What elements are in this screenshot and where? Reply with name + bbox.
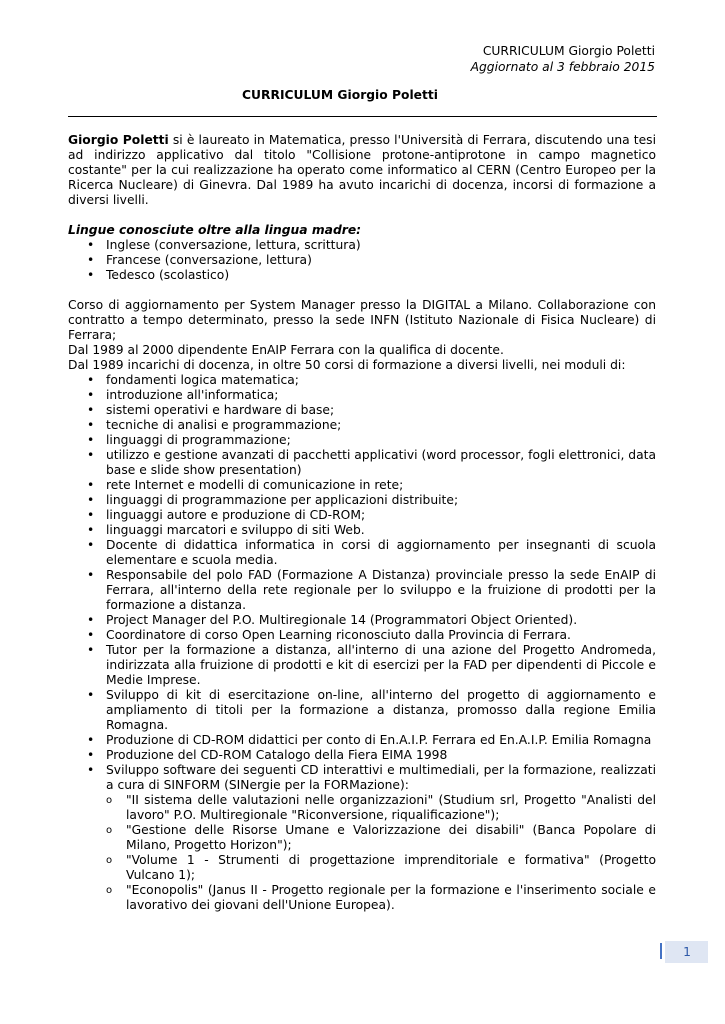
list-item: • Coordinatore di corso Open Learning riconosciuto dalla Provincia di Ferrara. <box>68 628 656 643</box>
title-divider <box>68 116 657 117</box>
list-item: • sistemi operativi e hardware di base; <box>68 403 656 418</box>
document-body <box>68 133 656 913</box>
list-item: • Tutor per la formazione a distanza, all'interno di una azione del Progetto Andromeda, indirizzata alla fruizione di prodotti e kit di esercizi per la FAD per dipendenti di Piccole e Medie Imprese. <box>68 643 656 688</box>
modules-list <box>68 373 656 913</box>
list-item: • linguaggi marcatori e sviluppo di siti Web. <box>68 523 656 538</box>
sub-list-item: o "Econopolis" (Janus II - Progetto regionale per la formazione e l'inserimento sociale e lavorativo dei giovani dell'Unione Europea). <box>106 883 656 913</box>
list-item: • Tedesco (scolastico) <box>68 268 656 283</box>
list-item: • introduzione all'informatica; <box>68 388 656 403</box>
list-item: • Produzione di CD-ROM didattici per conto di En.A.I.P. Ferrara ed En.A.I.P. Emilia Romagna <box>68 733 656 748</box>
list-item: • Produzione del CD-ROM Catalogo della Fiera EIMA 1998 <box>68 748 656 763</box>
list-item: • Inglese (conversazione, lettura, scrittura) <box>68 238 656 253</box>
list-item: • Docente di didattica informatica in corsi di aggiornamento per insegnanti di scuola elementare e scuola media. <box>68 538 656 568</box>
list-item: • Project Manager del P.O. Multiregionale 14 (Programmatori Object Oriented). <box>68 613 656 628</box>
page-number-box <box>660 941 708 963</box>
list-item: • linguaggi autore e produzione di CD-ROM; <box>68 508 656 523</box>
list-item-cd-projects <box>68 763 656 913</box>
list-item: • utilizzo e gestione avanzati di pacchetti applicativi (word processor, fogli elettronici, data base e slide show presentation) <box>68 448 656 478</box>
list-item: • Sviluppo di kit di esercitazione on-line, all'interno del progetto di aggiornamento e ampliamento di titoli per la formazione a distanza, promosso dalla regione Emilia Romagna. <box>68 688 656 733</box>
intro-paragraph <box>68 133 656 208</box>
page-number-accent <box>660 943 662 959</box>
languages-list <box>68 238 656 283</box>
header-date: Aggiornato al 3 febbraio 2015 <box>470 60 655 74</box>
page-title: CURRICULUM Giorgio Poletti <box>242 88 438 102</box>
cd-projects-list <box>106 793 656 913</box>
page-number: 1 <box>683 945 691 959</box>
intro-text: si è laureato in Matematica, presso l'Università di Ferrara, discutendo una tesi ad indirizzo applicativo dal titolo "Collisione protone-antiprotone in campo magnetico costante" per la cui realizzazione ha operato come informatico al CERN (Centro Europeo per la Ricerca Nucleare) di Ginevra. Dal 1989 ha avuto incarichi di docenza, incorsi di formazione a diversi livelli. <box>68 133 656 207</box>
sub-list-item: o "Gestione delle Risorse Umane e Valorizzazione dei disabili" (Banca Popolare di Milano, Progetto Horizon"); <box>106 823 656 853</box>
list-item: • linguaggi di programmazione per applicazioni distribuite; <box>68 493 656 508</box>
list-item: • linguaggi di programmazione; <box>68 433 656 448</box>
career-paragraph-1: Corso di aggiornamento per System Manager presso la DIGITAL a Milano. Collaborazione con contratto a tempo determinato, presso la sede INFN (Istituto Nazionale di Fisica Nucleare) di Ferrara; <box>68 298 656 342</box>
intro-name: Giorgio Poletti <box>68 133 169 147</box>
list-item: • fondamenti logica matematica; <box>68 373 656 388</box>
sub-list-item: o "Volume 1 - Strumenti di progettazione imprenditoriale e formativa" (Progetto Vulcano 1); <box>106 853 656 883</box>
list-item: • Responsabile del polo FAD (Formazione A Distanza) provinciale presso la sede EnAIP di Ferrara, all'interno della rete regionale per lo sviluppo e la fruizione di prodotti per la formazione a distanza. <box>68 568 656 613</box>
languages-heading: Lingue conosciute oltre alla lingua madre: <box>68 223 362 237</box>
career-paragraph-3: Dal 1989 incarichi di docenza, in oltre 50 corsi di formazione a diversi livelli, nei moduli di: <box>68 358 626 372</box>
page-number-background <box>665 941 708 963</box>
header-title: CURRICULUM Giorgio Poletti <box>482 44 655 58</box>
list-item: • rete Internet e modelli di comunicazione in rete; <box>68 478 656 493</box>
list-item: • Francese (conversazione, lettura) <box>68 253 656 268</box>
list-item: • tecniche di analisi e programmazione; <box>68 418 656 433</box>
sub-list-item: o "II sistema delle valutazioni nelle organizzazioni" (Studium srl, Progetto "Analisti del lavoro" P.O. Multiregionale "Riconversione, riqualificazione"); <box>106 793 656 823</box>
career-paragraph-2: Dal 1989 al 2000 dipendente EnAIP Ferrara con la qualifica di docente. <box>68 343 504 357</box>
cd-projects-intro: Sviluppo software dei seguenti CD interattivi e multimediali, per la formazione, realizzati a cura di SINFORM (SINergie per la FORMazione): <box>106 763 656 792</box>
